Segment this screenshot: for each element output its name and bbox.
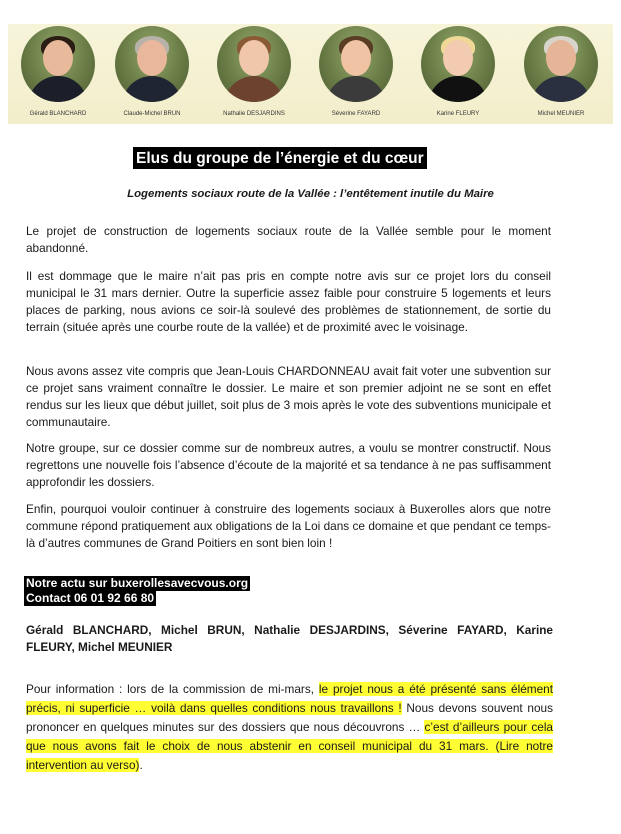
person-name: Claude-Michel BRUN: [123, 111, 181, 117]
portrait-photo: [524, 26, 598, 102]
signatories: Gérald BLANCHARD, Michel BRUN, Nathalie DESJARDINS, Séverine FAYARD, Karine FLEURY, Michel MEUNIER: [26, 623, 553, 654]
portrait-face: [443, 40, 473, 76]
info-text: Pour information : lors de la commission de mi-mars,: [26, 682, 319, 696]
person-card: [204, 24, 304, 124]
photo-banner: [8, 24, 613, 124]
person-name: Gérald BLANCHARD: [29, 111, 87, 117]
person-card: [306, 24, 406, 124]
paragraph: Notre groupe, sur ce dossier comme sur de nombreux autres, a voulu se montrer constructif. Nous regrettons une nouvelle fois l’absence d’écoute de la majorité et sa tendance à ne pas suffisamment approfondir les dossiers.: [26, 441, 551, 489]
portrait-photo: [217, 26, 291, 102]
highlighted-text: le projet nous a été présenté sans élément précis, ni superficie … voilà dans quelles conditions nous travaillons !: [26, 682, 553, 715]
highlighted-text: c’est d’ailleurs pour cela que nous avons fait le choix de nous abstenir en conseil municipal du 31 mars. (Lire notre intervention au verso): [26, 720, 553, 772]
portrait-face: [239, 40, 269, 76]
portrait-body: [28, 76, 88, 102]
portrait-body: [224, 76, 284, 102]
article-subtitle: Logements sociaux route de la Vallée : l’entêtement inutile du Maire: [127, 188, 494, 200]
portrait-body: [122, 76, 182, 102]
person-name: Michel MEUNIER: [537, 111, 585, 117]
page-title: Elus du groupe de l’énergie et du cœur: [133, 147, 427, 169]
portrait-face: [137, 40, 167, 76]
portrait-face: [341, 40, 371, 76]
phone-line: Contact 06 01 92 66 80: [26, 591, 155, 605]
paragraph: Nous avons assez vite compris que Jean-Louis CHARDONNEAU avait fait voter une subvention sur ce projet sans vraiment connaître le dossier. Le maire et son premier adjoint ne se sont en effet rendus sur les lieux que début juillet, soit plus de 3 mois après le vote des subventions municipale et communautaire.: [26, 364, 551, 429]
info-text: Nous devons souvent nous prononcer en quelques minutes sur des dossiers que nous découvrons …: [26, 701, 553, 734]
portrait-body: [326, 76, 386, 102]
person-card: [511, 24, 611, 124]
website-line: Notre actu sur buxerollesavecvous.org: [26, 576, 249, 590]
person-card: [408, 24, 508, 124]
portrait-body: [428, 76, 488, 102]
paragraph: Il est dommage que le maire n’ait pas pris en compte notre avis sur ce projet lors du conseil municipal le 31 mars dernier. Outre la superficie assez faible pour construire 5 logements et leurs places de parking, nous avions ce soir-là soulevé des problèmes de stationnement, de sortie du terrain (située après une courbe route de la vallée) et de proximité avec le voisinage.: [26, 269, 551, 334]
portrait-photo: [421, 26, 495, 102]
info-text: .: [139, 758, 143, 772]
portrait-face: [546, 40, 576, 76]
paragraph: Enfin, pourquoi vouloir continuer à construire des logements sociaux à Buxerolles alors que notre commune répond pratiquement aux obligations de la Loi dans ce domaine et que pendant ce temps-là d’autres communes de Grand Poitiers en sont bien loin !: [26, 502, 551, 550]
portrait-photo: [319, 26, 393, 102]
person-card: [102, 24, 202, 124]
person-card: [8, 24, 108, 124]
portrait-photo: [115, 26, 189, 102]
paragraph: Le projet de construction de logements sociaux route de la Vallée semble pour le moment abandonné.: [26, 224, 551, 255]
person-name: Séverine FAYARD: [331, 111, 381, 117]
person-name: Nathalie DESJARDINS: [223, 111, 285, 117]
portrait-photo: [21, 26, 95, 102]
portrait-face: [43, 40, 73, 76]
portrait-body: [531, 76, 591, 102]
info-paragraph: [26, 680, 553, 775]
person-name: Karine FLEURY: [436, 111, 480, 117]
